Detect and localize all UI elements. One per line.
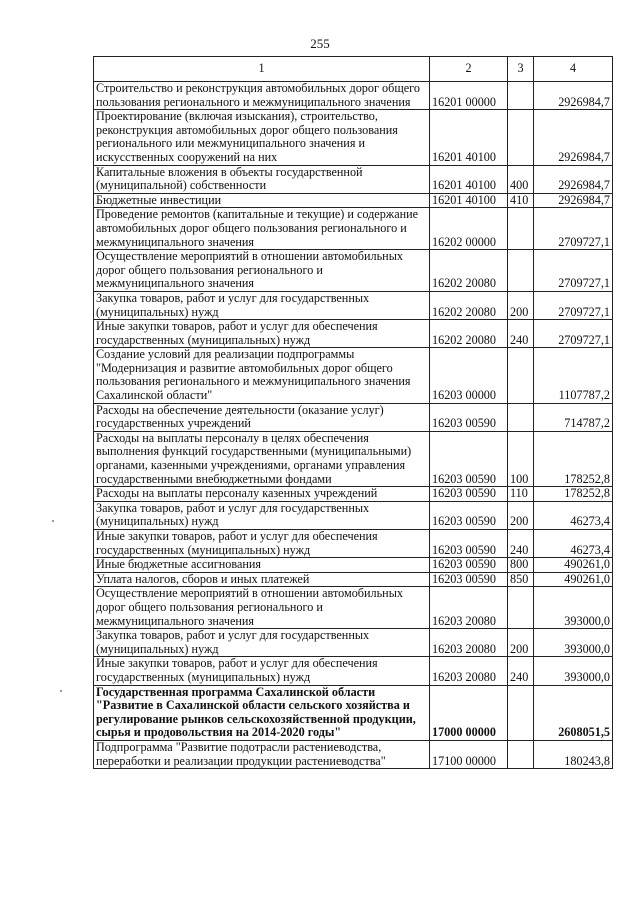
row-vr-cell: 110 xyxy=(508,487,534,502)
row-amount-cell: 2608051,5 xyxy=(534,685,613,740)
row-amount-cell: 178252,8 xyxy=(534,431,613,486)
row-code-cell: 17100 00000 xyxy=(430,740,508,768)
row-code-cell: 16203 00590 xyxy=(430,403,508,431)
table-row xyxy=(94,572,613,587)
table-row xyxy=(94,320,613,348)
header-col-1: 1 xyxy=(94,57,430,82)
row-amount-cell: 490261,0 xyxy=(534,572,613,587)
row-amount-cell: 393000,0 xyxy=(534,629,613,657)
row-amount-cell: 1107787,2 xyxy=(534,348,613,403)
table-row xyxy=(94,487,613,502)
row-amount-cell: 2926984,7 xyxy=(534,193,613,208)
row-name-cell: Подпрограмма "Развитие подотрасли растениеводства, переработки и реализации продукции растениеводства" xyxy=(94,740,430,768)
table-row xyxy=(94,629,613,657)
row-vr-cell: 410 xyxy=(508,193,534,208)
table-header-row xyxy=(94,57,613,82)
row-amount-cell: 2709727,1 xyxy=(534,208,613,250)
budget-table xyxy=(93,56,613,769)
row-amount-cell: 46273,4 xyxy=(534,501,613,529)
table-row xyxy=(94,685,613,740)
row-vr-cell xyxy=(508,740,534,768)
row-code-cell: 16203 20080 xyxy=(430,629,508,657)
row-name-cell: Осуществление мероприятий в отношении автомобильных дорог общего пользования регионального и межмуниципального значения xyxy=(94,250,430,292)
row-code-cell: 16203 00590 xyxy=(430,501,508,529)
row-code-cell: 16202 20080 xyxy=(430,291,508,319)
row-amount-cell: 714787,2 xyxy=(534,403,613,431)
row-amount-cell: 393000,0 xyxy=(534,587,613,629)
row-name-cell: Осуществление мероприятий в отношении автомобильных дорог общего пользования регионального и межмуниципального значения xyxy=(94,587,430,629)
row-amount-cell: 393000,0 xyxy=(534,657,613,685)
row-name-cell: Государственная программа Сахалинской области "Развитие в Сахалинской области сельского хозяйства и регулирование рынков сельскохозяйственной продукции, сырья и продовольствия на 2014-2020 годы" xyxy=(94,685,430,740)
row-vr-cell: 800 xyxy=(508,558,534,573)
row-name-cell: Расходы на выплаты персоналу казенных учреждений xyxy=(94,487,430,502)
table-row xyxy=(94,82,613,110)
table-row xyxy=(94,530,613,558)
row-name-cell: Расходы на выплаты персоналу в целях обеспечения выполнения функций государственными (муниципальными) органами, казенными учреждениями, органами управления государственными внебюджетными фондами xyxy=(94,431,430,486)
table-row xyxy=(94,110,613,165)
row-name-cell: Проектирование (включая изыскания), строительство, реконструкция автомобильных дорог общего пользования регионального или межмуниципального значения и искусственных сооружений на них xyxy=(94,110,430,165)
table-row xyxy=(94,165,613,193)
scan-speck xyxy=(60,690,62,692)
row-code-cell: 16202 00000 xyxy=(430,208,508,250)
page-number: 255 xyxy=(310,36,330,51)
row-vr-cell xyxy=(508,250,534,292)
row-amount-cell: 2709727,1 xyxy=(534,291,613,319)
row-code-cell: 16202 20080 xyxy=(430,250,508,292)
row-amount-cell: 2926984,7 xyxy=(534,165,613,193)
row-vr-cell xyxy=(508,110,534,165)
row-code-cell: 16203 00590 xyxy=(430,558,508,573)
row-name-cell: Уплата налогов, сборов и иных платежей xyxy=(94,572,430,587)
row-name-cell: Капитальные вложения в объекты государственной (муниципальной) собственности xyxy=(94,165,430,193)
row-vr-cell: 240 xyxy=(508,530,534,558)
row-code-cell: 16203 00590 xyxy=(430,431,508,486)
row-vr-cell: 240 xyxy=(508,657,534,685)
row-name-cell: Иные закупки товаров, работ и услуг для обеспечения государственных (муниципальных) нужд xyxy=(94,530,430,558)
row-amount-cell: 180243,8 xyxy=(534,740,613,768)
row-vr-cell: 400 xyxy=(508,165,534,193)
table-row xyxy=(94,291,613,319)
row-vr-cell: 850 xyxy=(508,572,534,587)
row-name-cell: Закупка товаров, работ и услуг для государственных (муниципальных) нужд xyxy=(94,501,430,529)
row-vr-cell: 200 xyxy=(508,291,534,319)
table-row xyxy=(94,208,613,250)
row-name-cell: Иные бюджетные ассигнования xyxy=(94,558,430,573)
table-row xyxy=(94,587,613,629)
row-code-cell: 16203 20080 xyxy=(430,587,508,629)
row-name-cell: Проведение ремонтов (капитальные и текущие) и содержание автомобильных дорог общего пользования регионального и межмуниципального значения xyxy=(94,208,430,250)
row-code-cell: 16203 00590 xyxy=(430,572,508,587)
table-row xyxy=(94,250,613,292)
row-vr-cell xyxy=(508,403,534,431)
row-name-cell: Закупка товаров, работ и услуг для государственных (муниципальных) нужд xyxy=(94,629,430,657)
row-code-cell: 16203 00000 xyxy=(430,348,508,403)
row-vr-cell xyxy=(508,685,534,740)
table-row xyxy=(94,558,613,573)
row-name-cell: Иные закупки товаров, работ и услуг для обеспечения государственных (муниципальных) нужд xyxy=(94,320,430,348)
header-col-3: 3 xyxy=(508,57,534,82)
row-code-cell: 17000 00000 xyxy=(430,685,508,740)
row-vr-cell: 240 xyxy=(508,320,534,348)
row-vr-cell: 200 xyxy=(508,501,534,529)
row-name-cell: Создание условий для реализации подпрограммы "Модернизация и развитие автомобильных дорог общего пользования регионального и межмуниципального значения Сахалинской области" xyxy=(94,348,430,403)
row-amount-cell: 2926984,7 xyxy=(534,110,613,165)
row-amount-cell: 2926984,7 xyxy=(534,82,613,110)
table-body xyxy=(94,82,613,769)
row-code-cell: 16203 20080 xyxy=(430,657,508,685)
row-vr-cell xyxy=(508,82,534,110)
row-code-cell: 16203 00590 xyxy=(430,487,508,502)
header-col-2: 2 xyxy=(430,57,508,82)
row-amount-cell: 2709727,1 xyxy=(534,250,613,292)
row-code-cell: 16201 40100 xyxy=(430,110,508,165)
header-col-4: 4 xyxy=(534,57,613,82)
table-row xyxy=(94,501,613,529)
row-code-cell: 16203 00590 xyxy=(430,530,508,558)
row-code-cell: 16201 40100 xyxy=(430,165,508,193)
row-amount-cell: 2709727,1 xyxy=(534,320,613,348)
row-amount-cell: 46273,4 xyxy=(534,530,613,558)
row-vr-cell xyxy=(508,208,534,250)
table-row xyxy=(94,657,613,685)
row-amount-cell: 490261,0 xyxy=(534,558,613,573)
row-name-cell: Бюджетные инвестиции xyxy=(94,193,430,208)
row-code-cell: 16202 20080 xyxy=(430,320,508,348)
table-row xyxy=(94,740,613,768)
row-vr-cell xyxy=(508,587,534,629)
row-name-cell: Закупка товаров, работ и услуг для государственных (муниципальных) нужд xyxy=(94,291,430,319)
table-row xyxy=(94,431,613,486)
table-row xyxy=(94,348,613,403)
row-vr-cell: 200 xyxy=(508,629,534,657)
row-amount-cell: 178252,8 xyxy=(534,487,613,502)
row-code-cell: 16201 00000 xyxy=(430,82,508,110)
row-name-cell: Иные закупки товаров, работ и услуг для обеспечения государственных (муниципальных) нужд xyxy=(94,657,430,685)
row-name-cell: Расходы на обеспечение деятельности (оказание услуг) государственных учреждений xyxy=(94,403,430,431)
scan-speck xyxy=(52,520,54,522)
row-name-cell: Строительство и реконструкция автомобильных дорог общего пользования регионального и межмуниципального значения xyxy=(94,82,430,110)
table-row xyxy=(94,403,613,431)
row-vr-cell: 100 xyxy=(508,431,534,486)
row-code-cell: 16201 40100 xyxy=(430,193,508,208)
row-vr-cell xyxy=(508,348,534,403)
table-row xyxy=(94,193,613,208)
